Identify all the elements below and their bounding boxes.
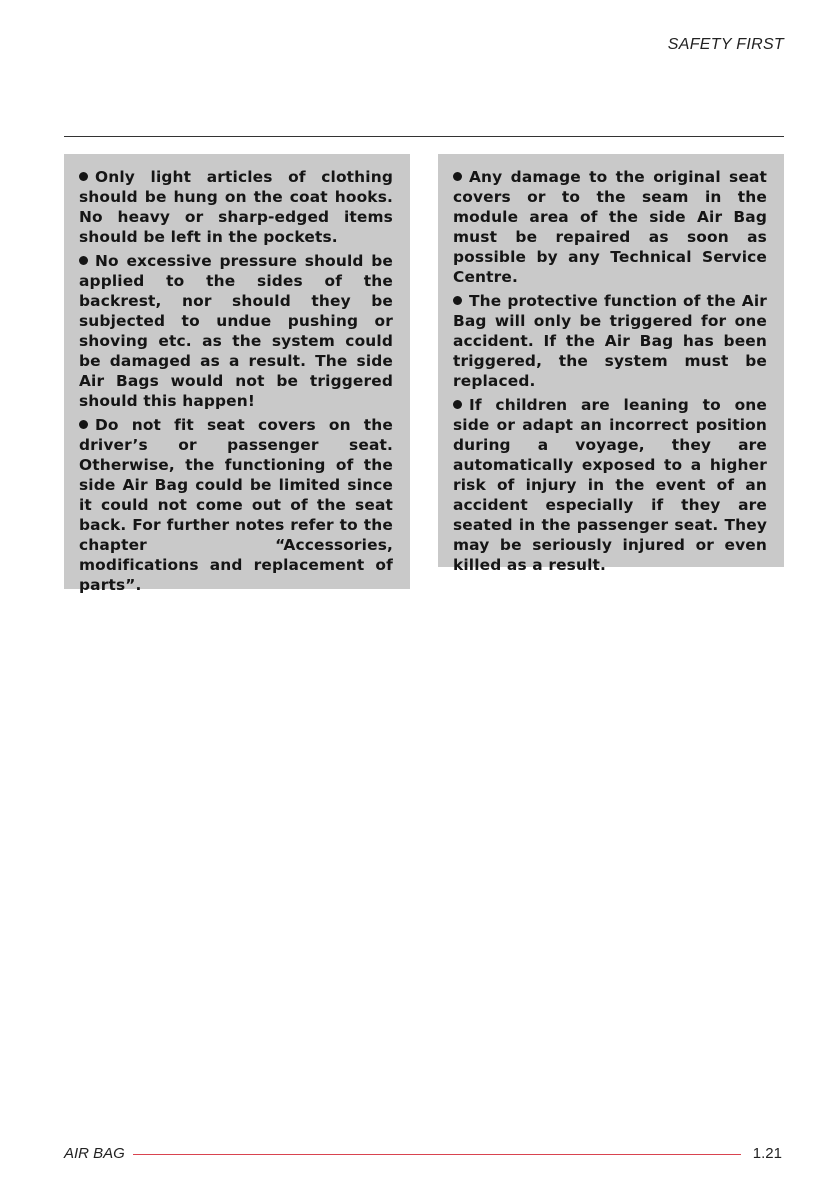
- warning-paragraph: [453, 395, 767, 575]
- bullet-icon: [453, 296, 462, 305]
- bullet-icon: [453, 172, 462, 181]
- warning-text: Any damage to the original seat covers or to the seam in the module area of the side Air Bag must be repaired as soon as possible by any Technical Service Centre.: [453, 168, 767, 286]
- bullet-icon: [79, 256, 88, 265]
- bullet-icon: [453, 400, 462, 409]
- warning-paragraph: [453, 167, 767, 287]
- warning-paragraph: [453, 291, 767, 391]
- warning-box-right: [438, 154, 784, 574]
- bullet-icon: [79, 420, 88, 429]
- warning-text: The protective function of the Air Bag will only be triggered for one accident. If the Air Bag has been triggered, the system must be replaced.: [453, 292, 767, 390]
- warning-text: If children are leaning to one side or adapt an incorrect position during a voyage, they are automatically exposed to a higher risk of injury in the event of an accident especially if they are seated in the passenger seat. They may be seriously injured or even killed as a result.: [453, 396, 767, 574]
- warning-text: Do not fit seat covers on the driver’s or passenger seat. Otherwise, the functioning of the side Air Bag could be limited since it could not come out of the seat back. For further notes refer to the chapter “Accessories, modifications and replacement of parts”.: [79, 416, 393, 594]
- bullet-icon: [79, 172, 88, 181]
- warning-text: No excessive pressure should be applied to the sides of the backrest, nor should they be subjected to undue pushing or shoving etc. as the system could be damaged as a result. The side Air Bags would not be triggered should this happen!: [79, 252, 393, 410]
- page-number: 1.21: [752, 1145, 782, 1162]
- header-divider: [64, 136, 784, 137]
- warning-box-left: [64, 154, 410, 594]
- warning-paragraph: [79, 251, 393, 411]
- warning-paragraph: [79, 167, 393, 247]
- chapter-label: AIR BAG: [64, 1145, 125, 1162]
- warning-paragraph: [79, 415, 393, 595]
- warning-text: Only light articles of clothing should be hung on the coat hooks. No heavy or sharp-edged items should be left in the pockets.: [79, 168, 393, 246]
- footer-divider: [133, 1154, 741, 1155]
- section-title: SAFETY FIRST: [667, 36, 784, 53]
